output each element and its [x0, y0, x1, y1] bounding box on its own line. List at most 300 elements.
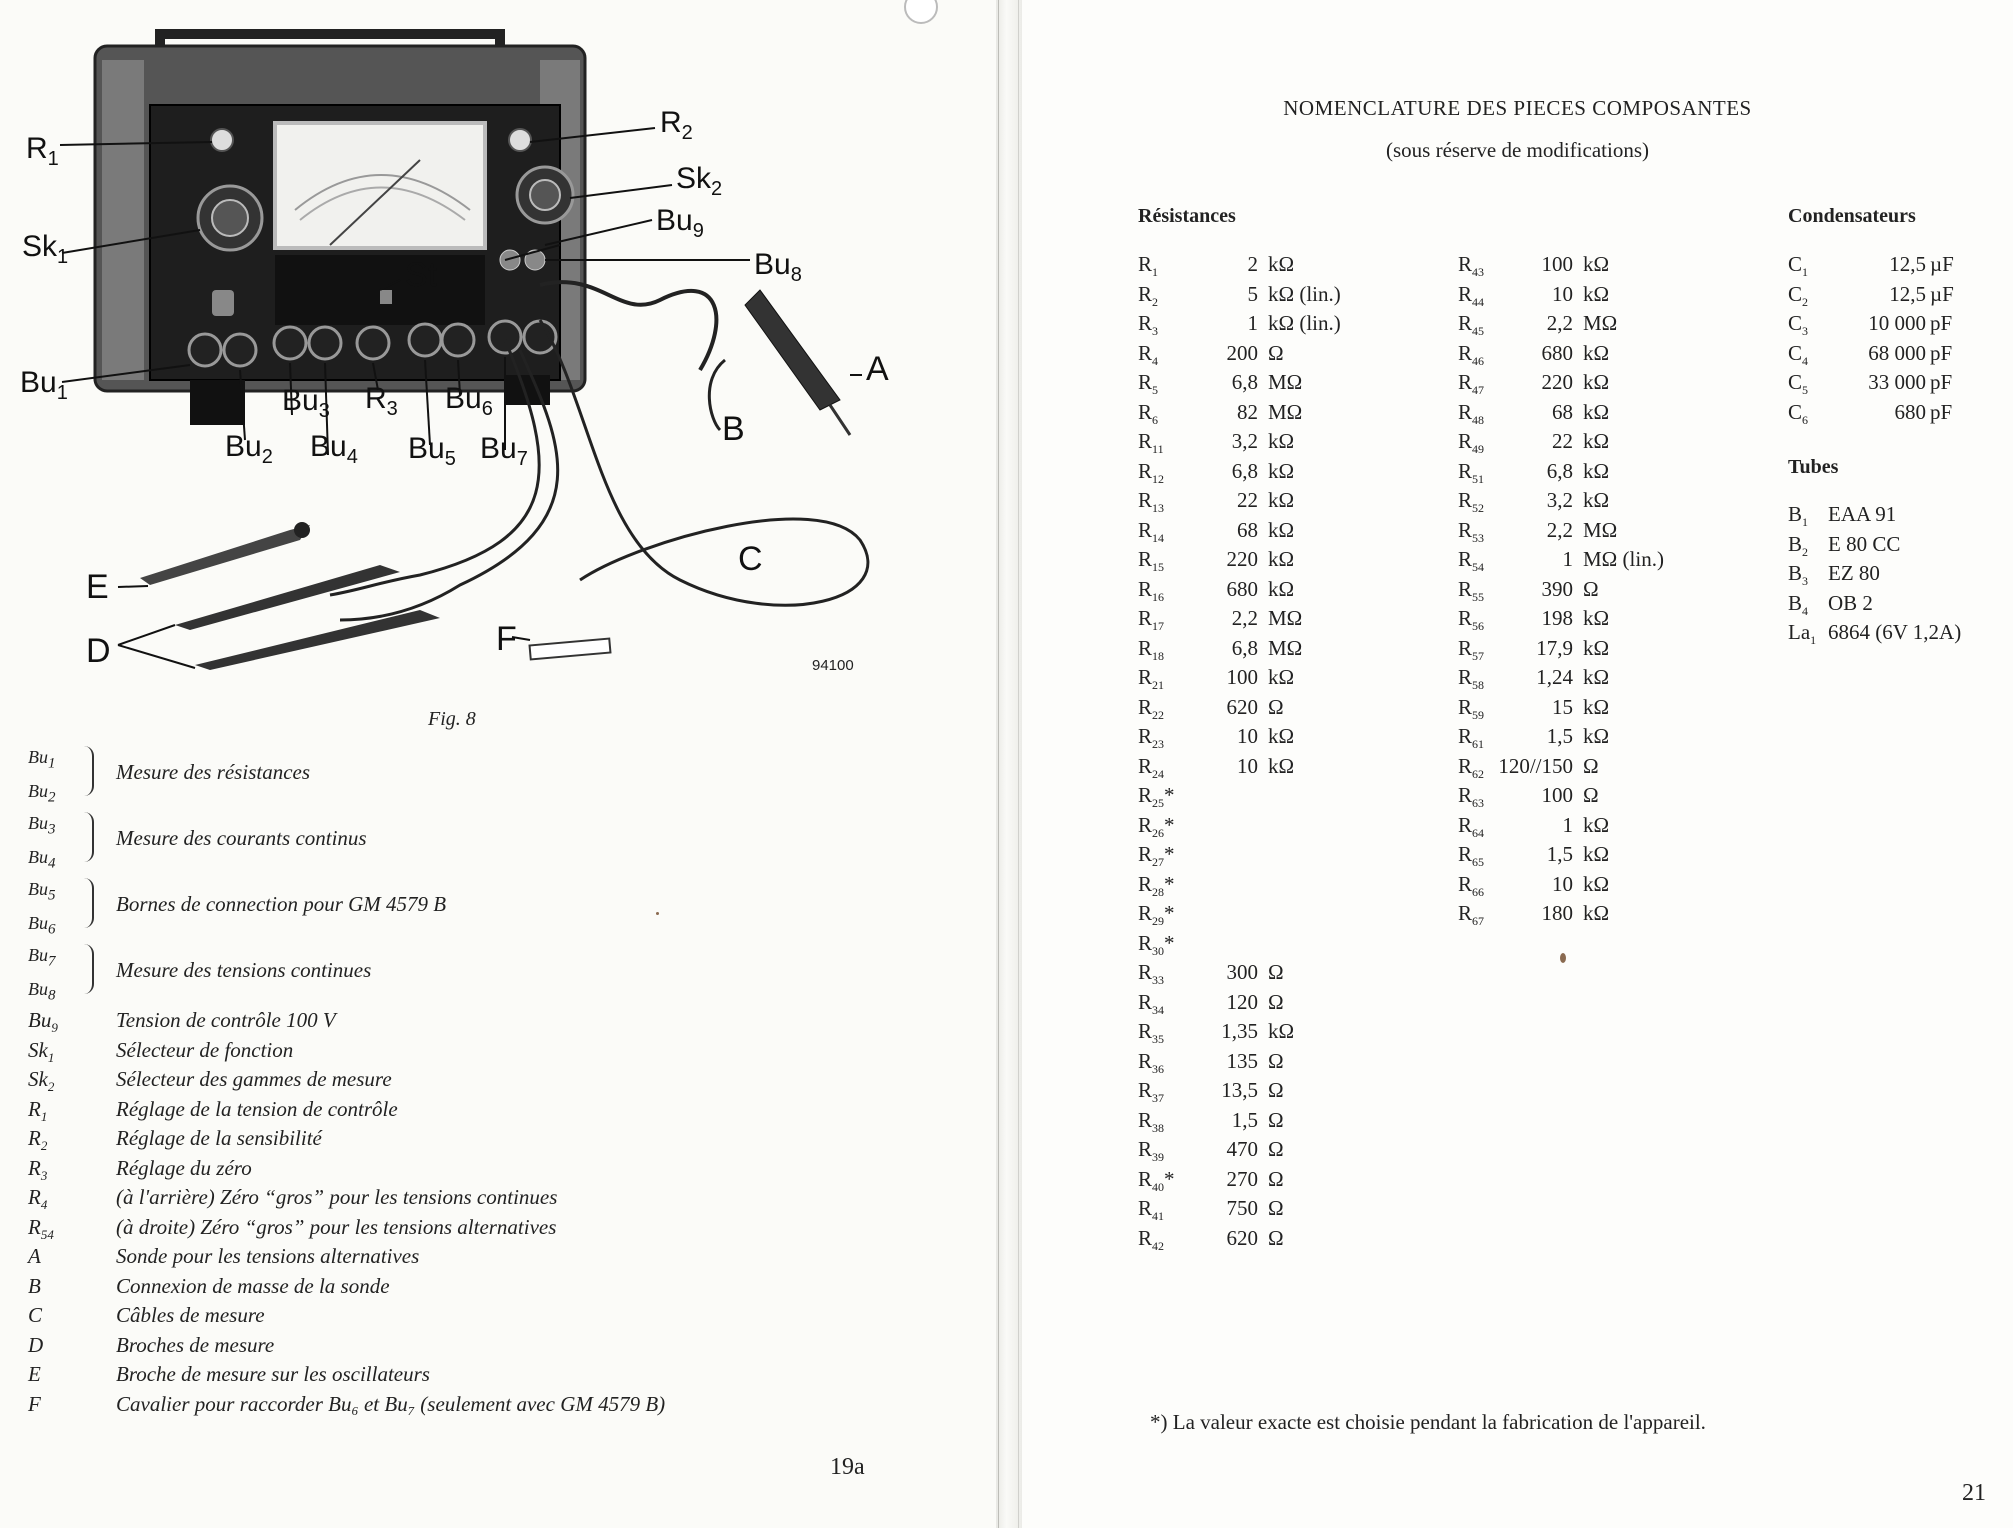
resistances-table-col2 [1458, 252, 1738, 931]
part-designator: $R_{53}$ [1458, 517, 1485, 545]
part-row [1458, 488, 1738, 518]
part-value: 120//150 [1498, 753, 1573, 778]
callout-Bu9: $Bu_9$ [656, 204, 704, 242]
part-row [1138, 1226, 1418, 1256]
part-row [1138, 960, 1418, 990]
part-designator: $R_{66}$ [1458, 871, 1485, 899]
callout-Bu3: $Bu_3$ [282, 384, 330, 422]
legend-desc: (à droite) Zéro “gros” pour les tensions alternatives [116, 1214, 557, 1239]
legend-code: $R_4$ [28, 1185, 48, 1213]
part-value: 10 [1552, 871, 1573, 896]
part-unit: pF [1930, 340, 1953, 365]
callout-Bu4: $Bu_4$ [310, 430, 358, 468]
part-designator: $R_{51}$ [1458, 458, 1485, 486]
legend-group-desc: Bornes de connection pour GM 4579 B [116, 892, 447, 916]
part-value: 2 [1247, 252, 1258, 276]
part-row [1788, 620, 2008, 650]
part-value: 100 [1226, 665, 1258, 689]
part-row [1138, 400, 1418, 430]
part-unit: kΩ [1583, 842, 1610, 866]
part-designator: $R_{63}$ [1458, 783, 1485, 811]
callout-Bu8: $Bu_8$ [754, 248, 802, 286]
part-row [1138, 931, 1418, 961]
legend-group-codes: $Bu_1$ $Bu_2$ [28, 747, 56, 806]
legend-rows [28, 1008, 928, 1421]
left-page [0, 0, 996, 1528]
part-designator: $R_{36}$ [1138, 1048, 1165, 1076]
part-row [1788, 532, 2008, 562]
part-designator: $R_{45}$ [1458, 311, 1485, 339]
part-designator: $B_3$ [1788, 561, 1809, 589]
part-value: 22 [1552, 429, 1573, 453]
part-row [1788, 252, 1988, 282]
legend-row [28, 1362, 928, 1392]
legend-desc: Tension de contrôle 100 V [116, 1008, 336, 1032]
legend-row [28, 1097, 928, 1127]
part-row [1788, 341, 1988, 371]
part-row [1458, 724, 1738, 754]
part-unit: MΩ (lin.) [1583, 547, 1664, 571]
part-designator: $R_{39}$ [1138, 1137, 1165, 1165]
part-designator: $C_5$ [1788, 370, 1809, 398]
legend-desc: Broche de mesure sur les oscillateurs [116, 1362, 430, 1386]
legend-code: D [28, 1332, 44, 1357]
part-row [1788, 561, 2008, 591]
tubes-table [1788, 502, 2008, 650]
page-number-right: 21 [1962, 1480, 1986, 1506]
part-row [1138, 1137, 1418, 1167]
callout-B: B [722, 410, 745, 448]
part-designator: $R_{37}$ [1138, 1078, 1165, 1106]
legend-group-codes: $Bu_7$ $Bu_8$ [28, 945, 56, 1004]
legend-desc: Sélecteur de fonction [116, 1037, 294, 1062]
legend-desc: Connexion de masse de la sonde [116, 1273, 390, 1298]
part-row [1458, 842, 1738, 872]
legend-group [28, 876, 928, 938]
part-unit: kΩ [1268, 458, 1295, 483]
part-value: 68 000 [1868, 340, 1926, 365]
part-unit: Ω [1268, 960, 1284, 984]
callout-Bu1: $Bu_1$ [20, 366, 68, 404]
part-designator: $C_6$ [1788, 399, 1809, 427]
part-designator: $C_1$ [1788, 252, 1809, 280]
part-unit: kΩ [1583, 340, 1610, 365]
part-designator: $C_3$ [1788, 311, 1809, 339]
part-designator: $B_4$ [1788, 590, 1809, 618]
part-designator: $R_{22}$ [1138, 694, 1165, 722]
part-unit: MΩ [1268, 606, 1303, 630]
legend-code: B [28, 1273, 41, 1298]
part-designator: $R_{34}$ [1138, 989, 1165, 1017]
part-row [1138, 341, 1418, 371]
part-unit: Ω [1268, 1078, 1284, 1102]
part-row [1788, 502, 2008, 532]
part-designator: $R_{35}$ [1138, 1019, 1165, 1047]
callout-Bu6: $Bu_6$ [445, 382, 493, 420]
callout-Bu5: $Bu_5$ [408, 432, 456, 470]
part-designator: $R_5$ [1138, 370, 1159, 398]
part-designator: $R_4$ [1138, 340, 1159, 368]
part-row [1138, 547, 1418, 577]
part-designator: $R_{13}$ [1138, 488, 1165, 516]
part-designator: $R_{65}$ [1458, 842, 1485, 870]
part-designator: $R_{58}$ [1458, 665, 1485, 693]
part-designator: $R_{15}$ [1138, 547, 1165, 575]
part-unit: Ω [1268, 1048, 1284, 1073]
legend-desc: Cavalier pour raccorder Bu₆ et Bu₇ (seulement avec GM 4579 B) [116, 1391, 666, 1416]
part-value: 10 [1552, 281, 1573, 306]
part-designator: $R_{49}$ [1458, 429, 1485, 457]
part-row [1138, 488, 1418, 518]
brace [80, 944, 94, 994]
part-row [1458, 400, 1738, 430]
part-unit: kΩ [1268, 488, 1295, 512]
part-value: 1,24 [1536, 665, 1573, 689]
part-row [1788, 591, 2008, 621]
multimeter-illustration [0, 20, 900, 720]
part-unit: kΩ [1268, 547, 1295, 571]
part-value: 1,5 [1546, 724, 1573, 748]
part-designator: $R_{24}$ [1138, 753, 1165, 781]
part-designator: $R_{43}$ [1458, 252, 1485, 280]
part-row [1138, 282, 1418, 312]
book-gutter [996, 0, 1022, 1528]
part-value: 6,8 [1546, 458, 1573, 483]
part-row [1138, 429, 1418, 459]
callout-E: E [86, 568, 109, 606]
part-unit: MΩ [1583, 311, 1618, 335]
part-unit: Ω [1268, 1137, 1284, 1161]
part-designator: $R_{42}$ [1138, 1225, 1165, 1253]
part-designator: $R_{30}*$ [1138, 930, 1175, 958]
part-row [1138, 1108, 1418, 1138]
figure-caption: Fig. 8 [428, 708, 476, 730]
part-designator: $R_{54}$ [1458, 547, 1485, 575]
part-value: EAA 91 [1828, 502, 1897, 526]
part-row [1138, 252, 1418, 282]
legend-group-desc: Mesure des résistances [116, 760, 311, 784]
part-row [1458, 606, 1738, 636]
legend-desc: Réglage de la sensibilité [116, 1126, 322, 1150]
legend-row [28, 1067, 928, 1097]
callout-St: St [405, 256, 438, 294]
part-row [1788, 282, 1988, 312]
part-designator: $R_{11}$ [1138, 429, 1164, 457]
part-value: EZ 80 [1828, 561, 1880, 585]
legend-code: $R_2$ [28, 1126, 48, 1154]
part-designator: $C_2$ [1788, 281, 1809, 309]
part-row [1458, 577, 1738, 607]
part-row [1458, 252, 1738, 282]
part-designator: $R_{59}$ [1458, 694, 1485, 722]
part-row [1788, 400, 1988, 430]
part-value: E 80 CC [1828, 531, 1901, 556]
legend-code: $R_3$ [28, 1155, 48, 1183]
part-unit: kΩ (lin.) [1268, 281, 1341, 306]
part-value: 82 [1237, 399, 1258, 424]
part-designator: $R_{38}$ [1138, 1107, 1165, 1135]
part-designator: $R_{57}$ [1458, 635, 1485, 663]
part-value: 470 [1226, 1137, 1258, 1161]
part-value: 2,2 [1231, 606, 1258, 630]
part-row [1458, 636, 1738, 666]
legend-code: $R_1$ [28, 1096, 48, 1124]
part-value: 3,2 [1231, 429, 1258, 453]
callout-R3: $R_3$ [365, 382, 398, 420]
part-value: 2,2 [1546, 517, 1573, 542]
part-unit: Ω [1583, 753, 1599, 778]
legend-code: A [28, 1244, 41, 1268]
part-designator: $R_{47}$ [1458, 370, 1485, 398]
callout-Sk2: $Sk_2$ [676, 162, 723, 200]
part-unit: µF [1930, 281, 1954, 306]
part-value: 10 000 [1868, 311, 1926, 335]
part-designator: $R_{12}$ [1138, 458, 1165, 486]
part-value: 680 [1226, 576, 1258, 601]
part-value: 1 [1562, 812, 1573, 837]
part-row [1138, 754, 1418, 784]
brace [80, 878, 94, 928]
part-unit: kΩ [1583, 635, 1610, 660]
brace [80, 812, 94, 862]
part-designator: $R_6$ [1138, 399, 1159, 427]
part-value: 68 [1237, 517, 1258, 542]
part-row [1138, 606, 1418, 636]
part-value: 300 [1226, 960, 1258, 984]
part-designator: $R_{33}$ [1138, 960, 1165, 988]
part-value: 15 [1552, 694, 1573, 719]
part-row [1138, 842, 1418, 872]
part-designator: $R_{21}$ [1138, 665, 1165, 693]
part-row [1458, 429, 1738, 459]
part-row [1458, 341, 1738, 371]
page-subtitle: (sous réserve de modifications) [1385, 138, 1649, 162]
part-value: OB 2 [1828, 590, 1873, 615]
part-unit: MΩ [1268, 370, 1303, 394]
legend-desc: (à l'arrière) Zéro “gros” pour les tensions continues [116, 1185, 558, 1209]
part-unit: kΩ [1268, 665, 1295, 689]
figure-8 [0, 20, 900, 720]
condensateurs-table [1788, 252, 1988, 429]
callout-A: A [866, 350, 889, 388]
callout-Bu2: $Bu_2$ [225, 430, 273, 468]
part-value: 135 [1226, 1048, 1258, 1073]
part-unit: pF [1930, 370, 1953, 394]
part-value: 2,2 [1546, 311, 1573, 335]
part-designator: $R_2$ [1138, 281, 1159, 309]
part-value: 6,8 [1231, 635, 1258, 660]
part-unit: kΩ [1268, 576, 1295, 601]
legend-group-desc: Mesure des courants continus [116, 826, 367, 850]
condensateurs-heading: Condensateurs [1788, 205, 1916, 227]
part-row [1138, 459, 1418, 489]
legend-code: $Bu_9$ [28, 1008, 58, 1036]
footnote: *) La valeur exacte est choisie pendant la fabrication de l'appareil. [1150, 1410, 1706, 1434]
legend-group-codes: $Bu_3$ $Bu_4$ [28, 813, 56, 872]
part-value: 12,5 [1889, 252, 1926, 276]
part-designator: $R_{55}$ [1458, 576, 1485, 604]
legend-code: F [28, 1391, 41, 1416]
part-designator: $R_{56}$ [1458, 606, 1485, 634]
part-designator: $R_{27}*$ [1138, 842, 1175, 870]
legend-row [28, 1126, 928, 1156]
part-value: 198 [1541, 606, 1573, 630]
part-unit: kΩ [1583, 370, 1610, 394]
part-unit: MΩ [1268, 399, 1303, 424]
legend-row [28, 1156, 928, 1186]
figure-number: 94100 [812, 657, 854, 674]
part-designator: $R_{23}$ [1138, 724, 1165, 752]
part-unit: Ω [1268, 340, 1284, 365]
part-value: 220 [1226, 547, 1258, 571]
part-row [1458, 282, 1738, 312]
part-value: 1,5 [1231, 1107, 1258, 1132]
part-unit: kΩ [1583, 281, 1610, 306]
meter-window-shape [275, 123, 485, 248]
part-row [1138, 783, 1418, 813]
part-row [1458, 518, 1738, 548]
part-unit: MΩ [1583, 517, 1618, 542]
part-unit: kΩ [1268, 252, 1295, 276]
part-designator: $R_{40}*$ [1138, 1166, 1175, 1194]
resistances-table-col1 [1138, 252, 1418, 1255]
part-unit: kΩ [1583, 694, 1610, 719]
part-value: 3,2 [1546, 488, 1573, 512]
legend-desc: Réglage du zéro [116, 1155, 252, 1180]
part-unit: µF [1930, 252, 1954, 276]
part-row [1138, 1019, 1418, 1049]
part-row [1138, 577, 1418, 607]
part-row [1138, 636, 1418, 666]
part-unit: kΩ [1583, 606, 1610, 630]
part-value: 1,5 [1546, 842, 1573, 866]
callout-F: F [496, 620, 517, 658]
part-value: 1 [1562, 547, 1573, 571]
legend-group [28, 744, 928, 806]
part-designator: $R_{44}$ [1458, 281, 1485, 309]
part-value: 10 [1237, 753, 1258, 778]
part-value: 5 [1247, 281, 1258, 306]
part-row [1138, 1196, 1418, 1226]
legend-desc: Câbles de mesure [116, 1303, 265, 1327]
part-row [1138, 695, 1418, 725]
page-number-left: 19a [830, 1454, 865, 1480]
part-value: 200 [1226, 340, 1258, 365]
part-value: 120 [1226, 989, 1258, 1014]
part-unit: Ω [1268, 989, 1284, 1014]
part-row [1138, 1078, 1418, 1108]
part-unit: Ω [1268, 1196, 1284, 1220]
part-row [1138, 901, 1418, 931]
part-value: 620 [1226, 1225, 1258, 1250]
part-row [1138, 665, 1418, 695]
legend-group-desc: Mesure des tensions continues [116, 958, 372, 982]
part-unit: kΩ [1583, 399, 1610, 424]
part-unit: pF [1930, 399, 1953, 424]
part-row [1458, 901, 1738, 931]
legend-code: E [28, 1362, 41, 1386]
part-value: 390 [1541, 576, 1573, 601]
resistances-heading: Résistances [1138, 205, 1236, 227]
part-designator: $C_4$ [1788, 340, 1809, 368]
part-unit: kΩ [1583, 252, 1610, 276]
part-row [1458, 370, 1738, 400]
tubes-heading: Tubes [1788, 456, 1839, 478]
part-unit: pF [1930, 311, 1953, 335]
legend-code: $Sk_2$ [28, 1067, 55, 1095]
part-unit: kΩ [1268, 517, 1295, 542]
part-designator: $R_3$ [1138, 311, 1159, 339]
part-unit: kΩ [1583, 458, 1610, 483]
part-row [1788, 370, 1988, 400]
legend-row [28, 1244, 928, 1274]
callout-Bu7: $Bu_7$ [480, 432, 528, 470]
legend-row [28, 1038, 928, 1068]
legend-desc: Sonde pour les tensions alternatives [116, 1244, 420, 1268]
part-designator: $R_{48}$ [1458, 399, 1485, 427]
part-value: 1,35 [1221, 1019, 1258, 1043]
callout-R2: $R_2$ [660, 106, 693, 144]
callout-D: D [86, 632, 111, 670]
part-value: 100 [1541, 252, 1573, 276]
part-row [1458, 872, 1738, 902]
legend-desc: Broches de mesure [116, 1332, 275, 1357]
part-unit: kΩ [1583, 812, 1610, 837]
part-designator: $R_{67}$ [1458, 901, 1485, 929]
part-unit: MΩ [1268, 635, 1303, 660]
part-value: 6,8 [1231, 370, 1258, 394]
part-row [1458, 547, 1738, 577]
part-unit: kΩ [1583, 488, 1610, 512]
legend [28, 744, 928, 1421]
part-designator: $R_{29}*$ [1138, 901, 1175, 929]
callout-C: C [738, 540, 763, 578]
part-row [1458, 754, 1738, 784]
part-value: 12,5 [1889, 281, 1926, 306]
part-unit: Ω [1268, 1225, 1284, 1250]
part-row [1138, 1049, 1418, 1079]
part-row [1458, 783, 1738, 813]
part-designator: $R_{25}*$ [1138, 783, 1175, 811]
part-unit: kΩ [1268, 1019, 1295, 1043]
part-row [1138, 1167, 1418, 1197]
part-unit: Ω [1583, 783, 1599, 807]
legend-row [28, 1185, 928, 1215]
part-row [1458, 311, 1738, 341]
legend-row [28, 1392, 928, 1422]
part-designator: $R_{41}$ [1138, 1196, 1165, 1224]
part-value: 17,9 [1536, 635, 1573, 660]
part-value: 1 [1247, 311, 1258, 335]
right-page [1022, 0, 2013, 1528]
part-unit: Ω [1268, 694, 1284, 719]
part-unit: kΩ [1583, 429, 1610, 453]
callout-R1: $R_1$ [26, 132, 59, 170]
part-designator: $R_{46}$ [1458, 340, 1485, 368]
legend-row [28, 1215, 928, 1245]
part-designator: $R_{16}$ [1138, 576, 1165, 604]
callout-Sk1: $Sk_1$ [22, 230, 69, 268]
part-unit: kΩ [1583, 724, 1610, 748]
legend-group-codes: $Bu_5$ $Bu_6$ [28, 879, 56, 938]
part-designator: $R_1$ [1138, 252, 1159, 280]
part-row [1138, 724, 1418, 754]
part-value: 180 [1541, 901, 1573, 925]
page-title: NOMENCLATURE DES PIECES COMPOSANTES [1283, 96, 1752, 120]
brace [80, 746, 94, 796]
part-unit: kΩ [1583, 665, 1610, 689]
part-row [1458, 665, 1738, 695]
